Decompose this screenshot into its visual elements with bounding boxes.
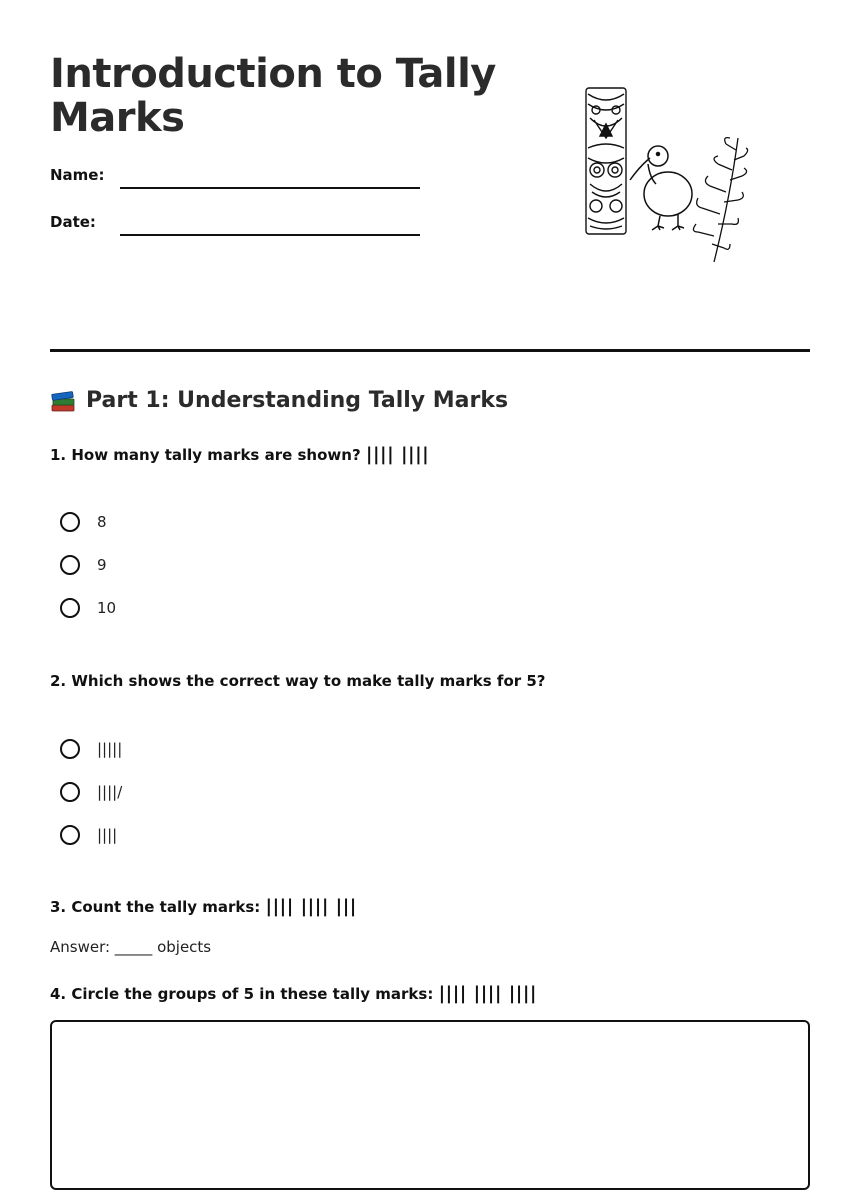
option-label: ||||/ [97, 783, 123, 801]
question-3-tally: |||| |||| ||| [265, 896, 357, 917]
section-title: Part 1: Understanding Tally Marks [86, 388, 509, 413]
option-label: 10 [97, 599, 117, 617]
q2-option[interactable] [60, 737, 122, 761]
question-2-text: 2. Which shows the correct way to make tally marks for 5? [50, 672, 546, 690]
question-1-tally: |||| |||| [365, 444, 430, 465]
radio-button[interactable] [60, 825, 80, 845]
q1-option[interactable] [60, 510, 107, 534]
answer-line[interactable]: Answer: _____ objects [50, 938, 212, 956]
q2-option[interactable] [60, 823, 117, 847]
question-3-text: 3. Count the tally marks: [50, 898, 261, 916]
header-illustration [580, 84, 750, 266]
radio-button[interactable] [60, 555, 80, 575]
totem-pole-icon [586, 88, 626, 234]
date-field[interactable] [120, 234, 420, 236]
question-4 [50, 983, 537, 1004]
section-heading [50, 388, 508, 413]
question-2 [50, 672, 546, 690]
answer-box[interactable] [50, 1020, 810, 1190]
option-label: ||||| [97, 740, 123, 758]
radio-button[interactable] [60, 782, 80, 802]
option-label: |||| [97, 826, 118, 844]
name-field[interactable] [120, 187, 420, 189]
question-1-text: 1. How many tally marks are shown? [50, 446, 361, 464]
radio-button[interactable] [60, 739, 80, 759]
option-label: 8 [97, 513, 107, 531]
kiwi-bird-icon [630, 146, 692, 230]
question-3 [50, 896, 357, 917]
q1-option[interactable] [60, 553, 107, 577]
radio-button[interactable] [60, 512, 80, 532]
question-4-tally: |||| |||| |||| [438, 983, 537, 1004]
header-divider [50, 349, 810, 352]
question-1 [50, 444, 429, 465]
q1-option[interactable] [60, 596, 116, 620]
fern-icon [693, 138, 747, 262]
name-label: Name: [50, 166, 105, 184]
date-label: Date: [50, 213, 96, 231]
page-title: Introduction to Tally Marks [50, 51, 496, 141]
q2-option[interactable] [60, 780, 122, 804]
radio-button[interactable] [60, 598, 80, 618]
books-icon [50, 389, 76, 413]
question-4-text: 4. Circle the groups of 5 in these tally marks: [50, 985, 434, 1003]
option-label: 9 [97, 556, 107, 574]
